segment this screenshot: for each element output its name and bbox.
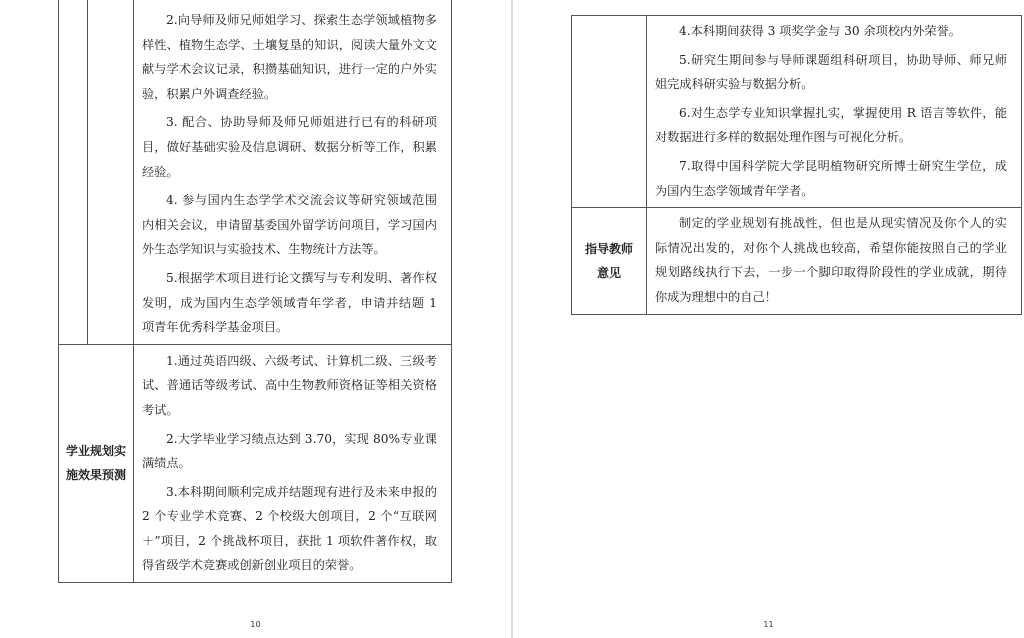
page-number: 11 (763, 620, 774, 629)
page-number: 10 (250, 620, 261, 629)
goals-label-cell (59, 0, 88, 344)
advisor-comment-cell (647, 208, 1022, 314)
page-10 (0, 0, 511, 638)
goal-paragraph: 5.根据学术项目进行论文撰写与专利发明、著作权发明，成为国内生态学领域青年学者，申请并结题 1 项青年优秀科学基金项目。 (142, 270, 437, 335)
advisor-row (572, 208, 1022, 314)
forecast-continued-label-cell (572, 16, 647, 208)
forecast-paragraph: 5.研究生期间参与导师课题组科研项目，协助导师、师兄师姐完成科研实验与数据分析。 (655, 52, 1007, 92)
plan-table-right (571, 15, 1022, 315)
forecast-row (59, 344, 452, 582)
forecast-paragraph: 3.本科期间顺利完成并结题现有进行及未来申报的 2 个专业学术竞赛、2 个校级大创项目，2 个“互联网＋”项目，2 个挑战杯项目，获批 1 项软件著作权，取得省级学术竞赛或创新创业项目的荣誉。 (142, 484, 437, 573)
forecast-label: 学业规划实施效果预测 (65, 444, 126, 483)
forecast-label-cell (59, 344, 134, 582)
page-11 (513, 0, 1024, 638)
goals-content-cell (134, 0, 452, 344)
advisor-label-line1: 指导教师 (584, 241, 633, 256)
forecast-continued-content-cell (647, 16, 1022, 208)
plan-table-left (58, 0, 452, 583)
advisor-comment: 制定的学业规划有挑战性，但也是从现实情况及你个人的实际情况出发的，对你个人挑战也较高，希望你能按照自己的学业规划路线执行下去，一步一个脚印取得阶段性的学业成就，期待你成为理想中的自己！ (655, 216, 1007, 304)
forecast-paragraph: 2.大学毕业学习绩点达到 3.70，实现 80%专业课满绩点。 (142, 431, 437, 471)
forecast-paragraph: 6.对生态学专业知识掌握扎实，掌握使用 R 语言等软件，能对数据进行多样的数据处理作图与可视化分析。 (655, 105, 1007, 145)
forecast-continued-row (572, 16, 1022, 208)
goals-row (59, 0, 452, 344)
goal-paragraph: 4. 参与国内生态学学术交流会议等研究领域范围内相关会议，申请留基委国外留学访问项目，学习国内外生态学知识与实验技术、生物统计方法等。 (142, 193, 437, 257)
forecast-paragraph: 7.取得中国科学院大学昆明植物研究所博士研究生学位，成为国内生态学领域青年学者。 (655, 158, 1007, 198)
goal-paragraph: 2.向导师及师兄师姐学习、探索生态学领域植物多样性、植物生态学、土壤复垦的知识，阅读大量外文文献与学术会议记录，积攒基础知识，进行一定的户外实验，积累户外调查经验。 (142, 13, 437, 101)
goal-paragraph: 3. 配合、协助导师及师兄师姐进行已有的科研项目，做好基础实验及信息调研、数据分析等工作，积累经验。 (142, 115, 437, 179)
forecast-paragraph: 1.通过英语四级、六级考试、计算机二级、三级考试、普通话等级考试、高中生物教师资格证等相关资格考试。 (142, 353, 437, 417)
advisor-label-line2: 意见 (596, 265, 621, 280)
goals-sublabel-cell (88, 0, 134, 344)
forecast-content-cell (134, 344, 452, 582)
advisor-label-cell (572, 208, 647, 314)
forecast-paragraph: 4.本科期间获得 3 项奖学金与 30 余项校内外荣誉。 (679, 24, 961, 38)
